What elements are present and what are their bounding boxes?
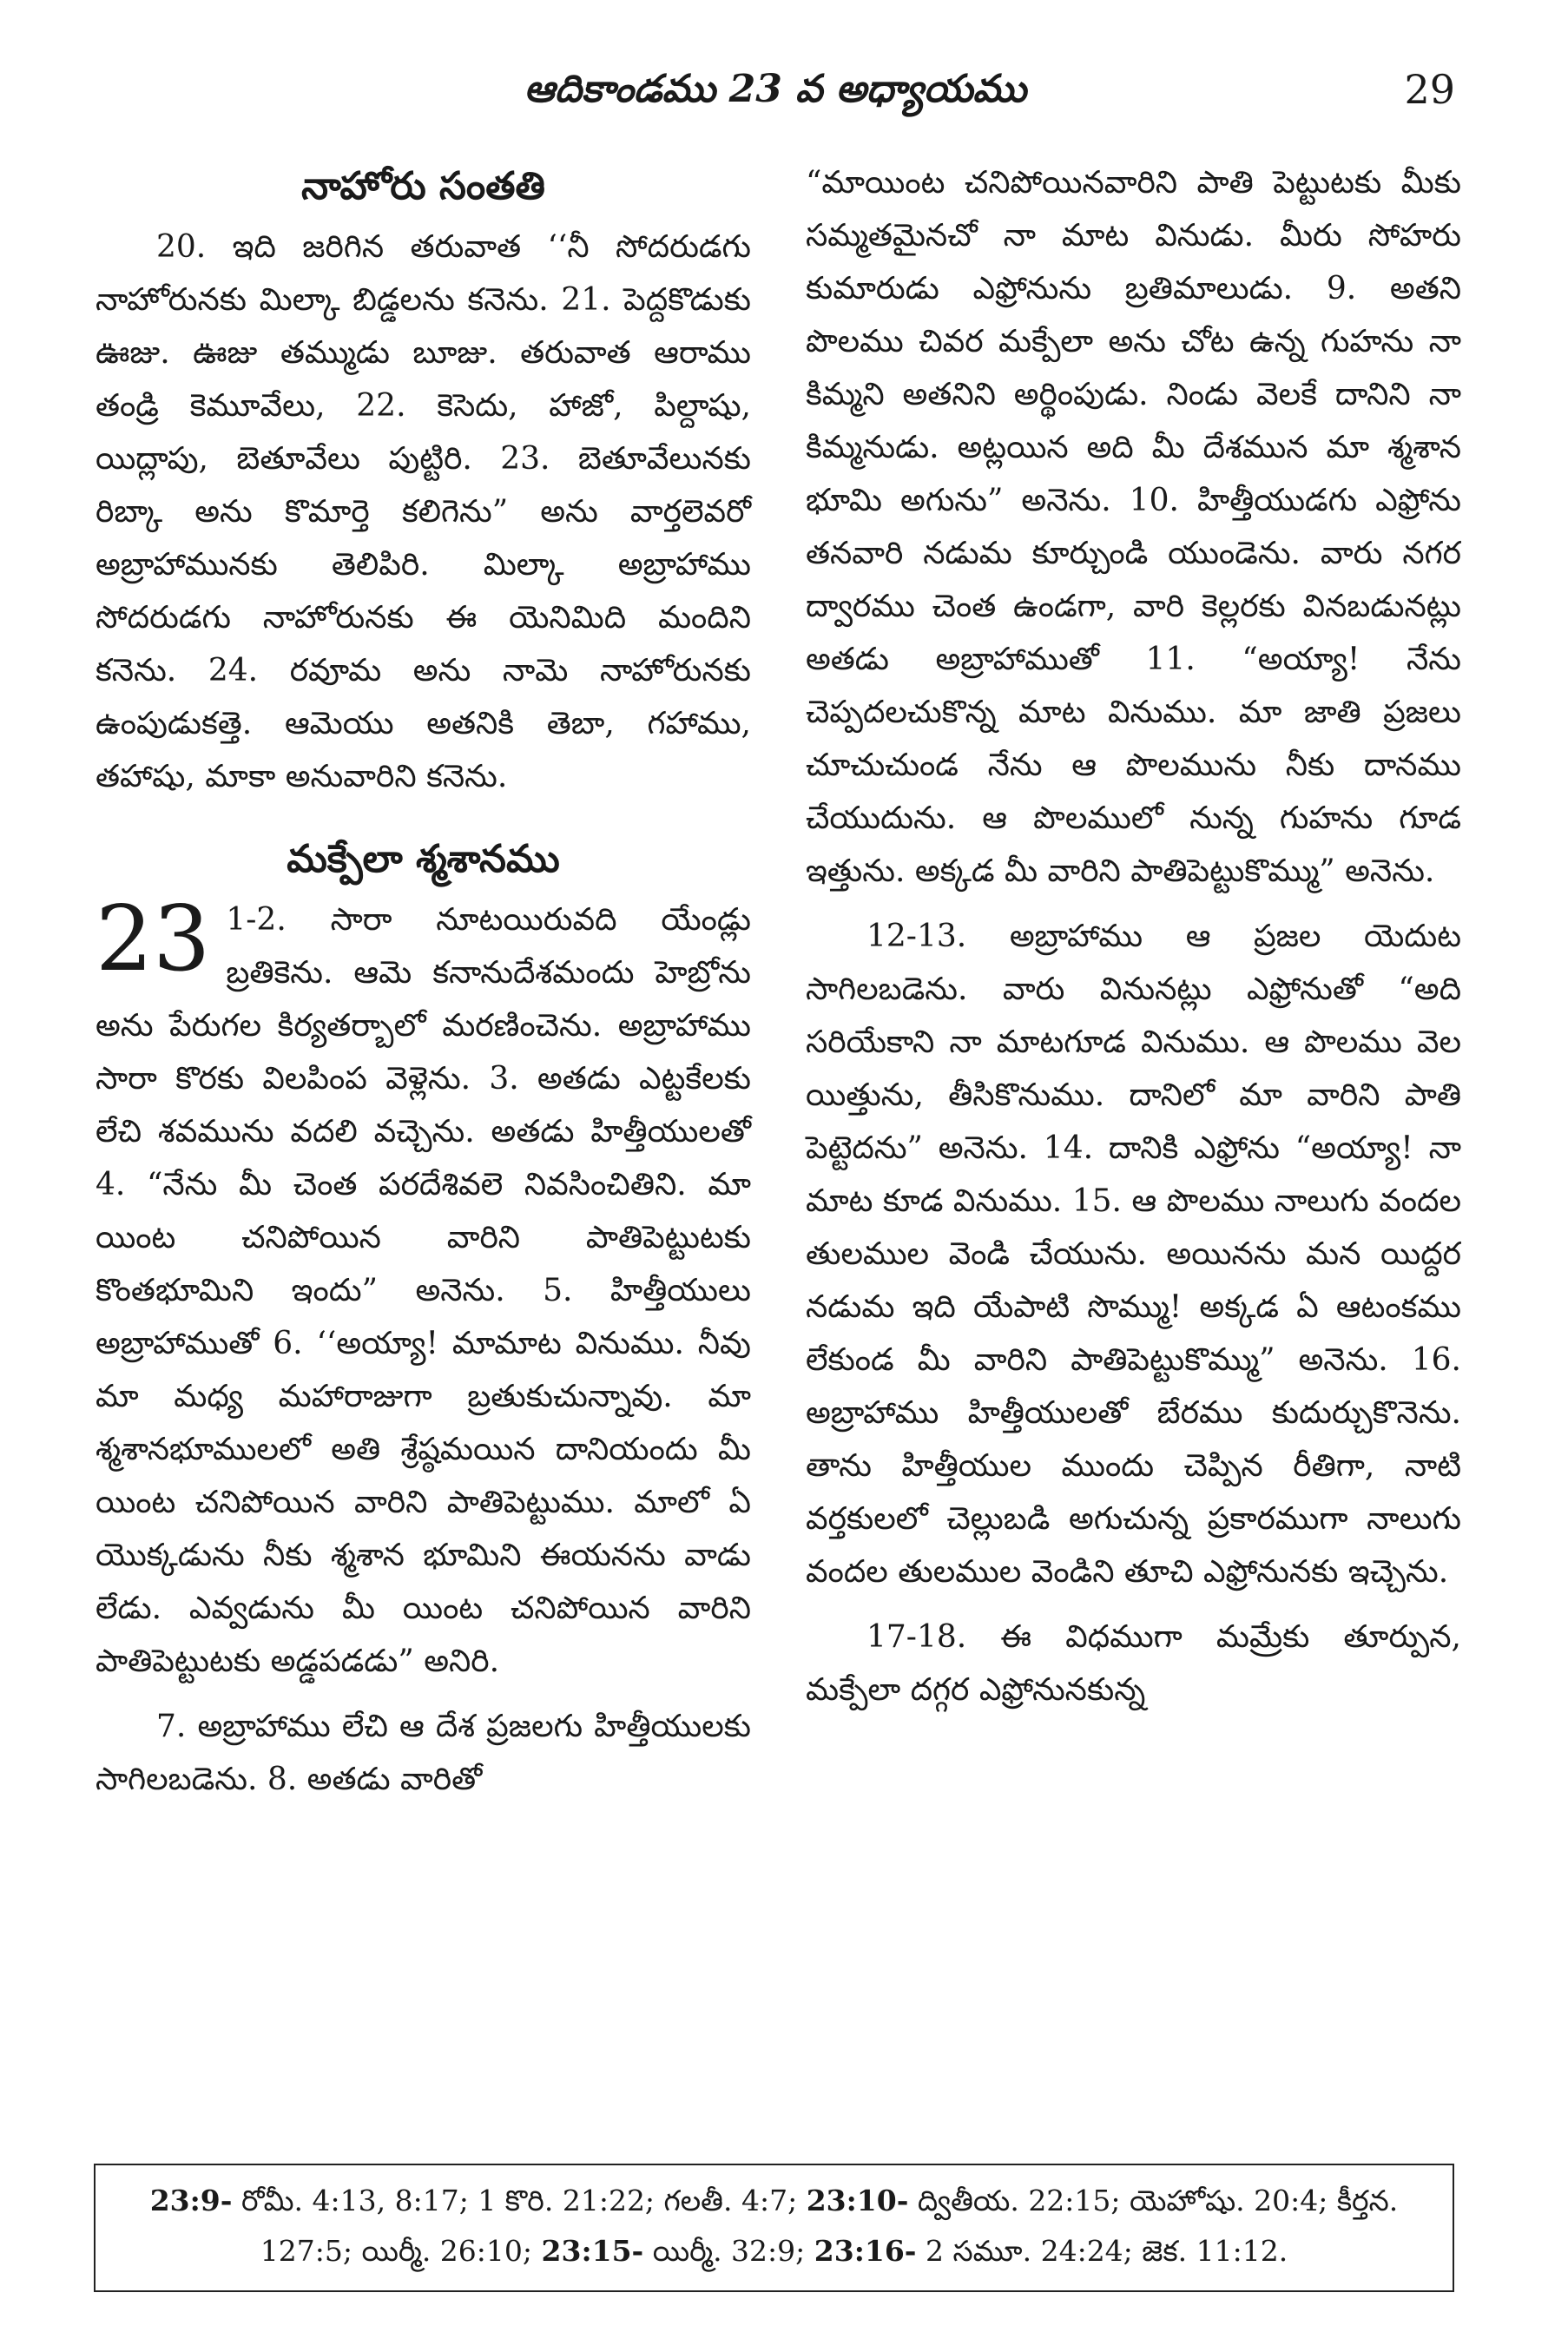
- body-paragraph: 20. ఇది జరిగిన తరువాత ‘‘నీ సోదరుడగు నాహోరునకు మిల్కా బిడ్డలను కనెను. 21. పెద్దకొడుకు ఊజు. ఊజు తమ్ముడు బూజు. తరువాత ఆరాము తండ్రి కెమూవేలు, 22. కెసెదు, హాజో, పిల్దాషు, యిద్లాపు, బెతూవేలు పుట్టిరి. 23. బెతూవేలునకు రిబ్కా అను కొమార్తె కలిగెను” అను వార్తలెవరో అబ్రాహామునకు తెలిపిరి. మిల్కా అబ్రాహాము సోదరుడగు నాహోరునకు ఈ యెనిమిది మందిని కనెను. 24. రవూమ అను నామె నాహోరునకు ఉంపుడుకత్తె. ఆమెయు అతనికి తెబా, గహాము, తహాషు, మాకా అనువారిని కనెను.: [96, 229, 751, 794]
- running-title: ఆదికాండము 23 వ అధ్యాయము: [524, 67, 1027, 111]
- footnote-ref: 23:15-: [541, 2234, 644, 2268]
- footnote-ref: 23:10-: [806, 2184, 909, 2217]
- cross-reference-footnote: [94, 2164, 1454, 2292]
- body-paragraph: 17-18. ఈ విధముగా మమ్రేకు తూర్పున, మక్పేలా దగ్గర ఎఫ్రోనునకున్న: [806, 1619, 1461, 1708]
- body-paragraph: 7. అబ్రాహాము లేచి ఆ దేశ ప్రజలగు హిత్తీయులకు సాగిలబడెను. 8. అతడు వారితో: [96, 1709, 751, 1797]
- footnote-ref: 23:9-: [149, 2184, 233, 2217]
- body-paragraph: 12-13. అబ్రాహాము ఆ ప్రజల యెదుట సాగిలబడెను. వారు వినునట్లు ఎఫ్రోనుతో “అది సరియేకాని నా మాటగూడ వినుము. ఆ పొలము వెల యిత్తును, తీసికొనుము. దానిలో మా వారిని పాతి పెట్టెదను” అనెను. 14. దానికి ఎఫ్రోను “అయ్యా! నా మాట కూడ వినుము. 15. ఆ పొలము నాలుగు వందల తులముల వెండి చేయును. అయినను మన యిద్దర నడుమ ఇది యేపాటి సొమ్ము! అక్కడ ఏ ఆటంకము లేకుండ మీ వారిని పాతిపెట్టుకొమ్ము” అనెను. 16. అబ్రాహాము హిత్తీయులతో బేరము కుదుర్చుకొనెను. తాను హిత్తీయుల ముందు చెప్పిన రీతిగా, నాటి వర్తకులలో చెల్లుబడి అగుచున్న ప్రకారముగా నాలుగు వందల తులముల వెండిని తూచి ఎఫ్రోనునకు ఇచ్చెను.: [806, 919, 1461, 1590]
- footnote-text: ద్వితీయ. 22:15; యెహోషు. 20:4; కీర్తన. 127:5; యిర్మీ. 26:10;: [260, 2184, 1399, 2268]
- chapter-paragraph: [96, 886, 751, 1688]
- footnote-text: యిర్మీ. 32:9;: [643, 2234, 814, 2268]
- footnote-ref: 23:16-: [814, 2234, 917, 2268]
- right-column: [806, 156, 1461, 1716]
- chapter-text: 1-2. సారా నూటయిరువది యేండ్లు బ్రతికెను. ఆమె కనానుదేశమందు హెబ్రోను అను పేరుగల కిర్యతర్బాలో మరణించెను. అబ్రాహాము సారా కొరకు విలపింప వెళ్లెను. 3. అతడు ఎట్టకేలకు లేచి శవమును వదలి వచ్చెను. అతడు హిత్తీయులతో 4. “నేను మీ చెంత పరదేశివలె నివసించితిని. మా యింట చనిపోయిన వారిని పాతిపెట్టుటకు కొంతభూమిని ఇందు” అనెను. 5. హిత్తీయులు అబ్రాహాముతో 6. ‘‘అయ్యా! మామాట వినుము. నీవు మా మధ్య మహారాజుగా బ్రతుకుచున్నావు. మా శ్మశానభూములలో అతి శ్రేష్ఠమయిన దానియందు మీ యింట చనిపోయిన వారిని పాతిపెట్టుము. మాలో ఏ యొక్కడును నీకు శ్మశాన భూమిని ఈయనను వాడు లేడు. ఎవ్వడును మీ యింట చనిపోయిన వారిని పాతిపెట్టుటకు అడ్డపడడు” అనిరి.: [96, 902, 751, 1679]
- section-heading-machpelah: మక్పేలా శ్మశానము: [287, 837, 560, 881]
- section-heading-nahor: నాహోరు సంతతి: [301, 164, 545, 208]
- footnote-text: 2 సమూ. 24:24; జెక. 11:12.: [916, 2234, 1288, 2268]
- left-column: [96, 156, 751, 1806]
- page-header: [96, 50, 1455, 128]
- body-paragraph: “మాయింట చనిపోయినవారిని పాతి పెట్టుటకు మీకు సమ్మతమైనచో నా మాట వినుడు. మీరు సోహరు కుమారుడు ఎఫ్రోనును బ్రతిమాలుడు. 9. అతని పొలము చివర మక్పేలా అను చోట ఉన్న గుహను నా కిమ్మని అతనిని అర్థింపుడు. నిండు వెలకే దానిని నా కిమ్మనుడు. అట్లయిన అది మీ దేశమున మా శ్మశాన భూమి అగును” అనెను. 10. హిత్తీయుడగు ఎఫ్రోను తనవారి నడుమ కూర్చుండి యుండెను. వారు నగర ద్వారము చెంత ఉండగా, వారి కెల్లరకు వినబడునట్లు అతడు అబ్రాహాముతో 11. “అయ్యా! నేను చెప్పదలచుకొన్న మాట వినుము. మా జాతి ప్రజలు చూచుచుండ నేను ఆ పొలమును నీకు దానము చేయుదును. ఆ పొలములో నున్న గుహను గూడ ఇత్తును. అక్కడ మీ వారిని పాతిపెట్టుకొమ్ము” అనెను.: [806, 165, 1461, 889]
- footnote-text: రోమీ. 4:13, 8:17; 1 కొరి. 21:22; గలతీ. 4:7;: [232, 2184, 807, 2217]
- page-number: 29: [1404, 66, 1455, 113]
- chapter-number: 23: [96, 886, 211, 992]
